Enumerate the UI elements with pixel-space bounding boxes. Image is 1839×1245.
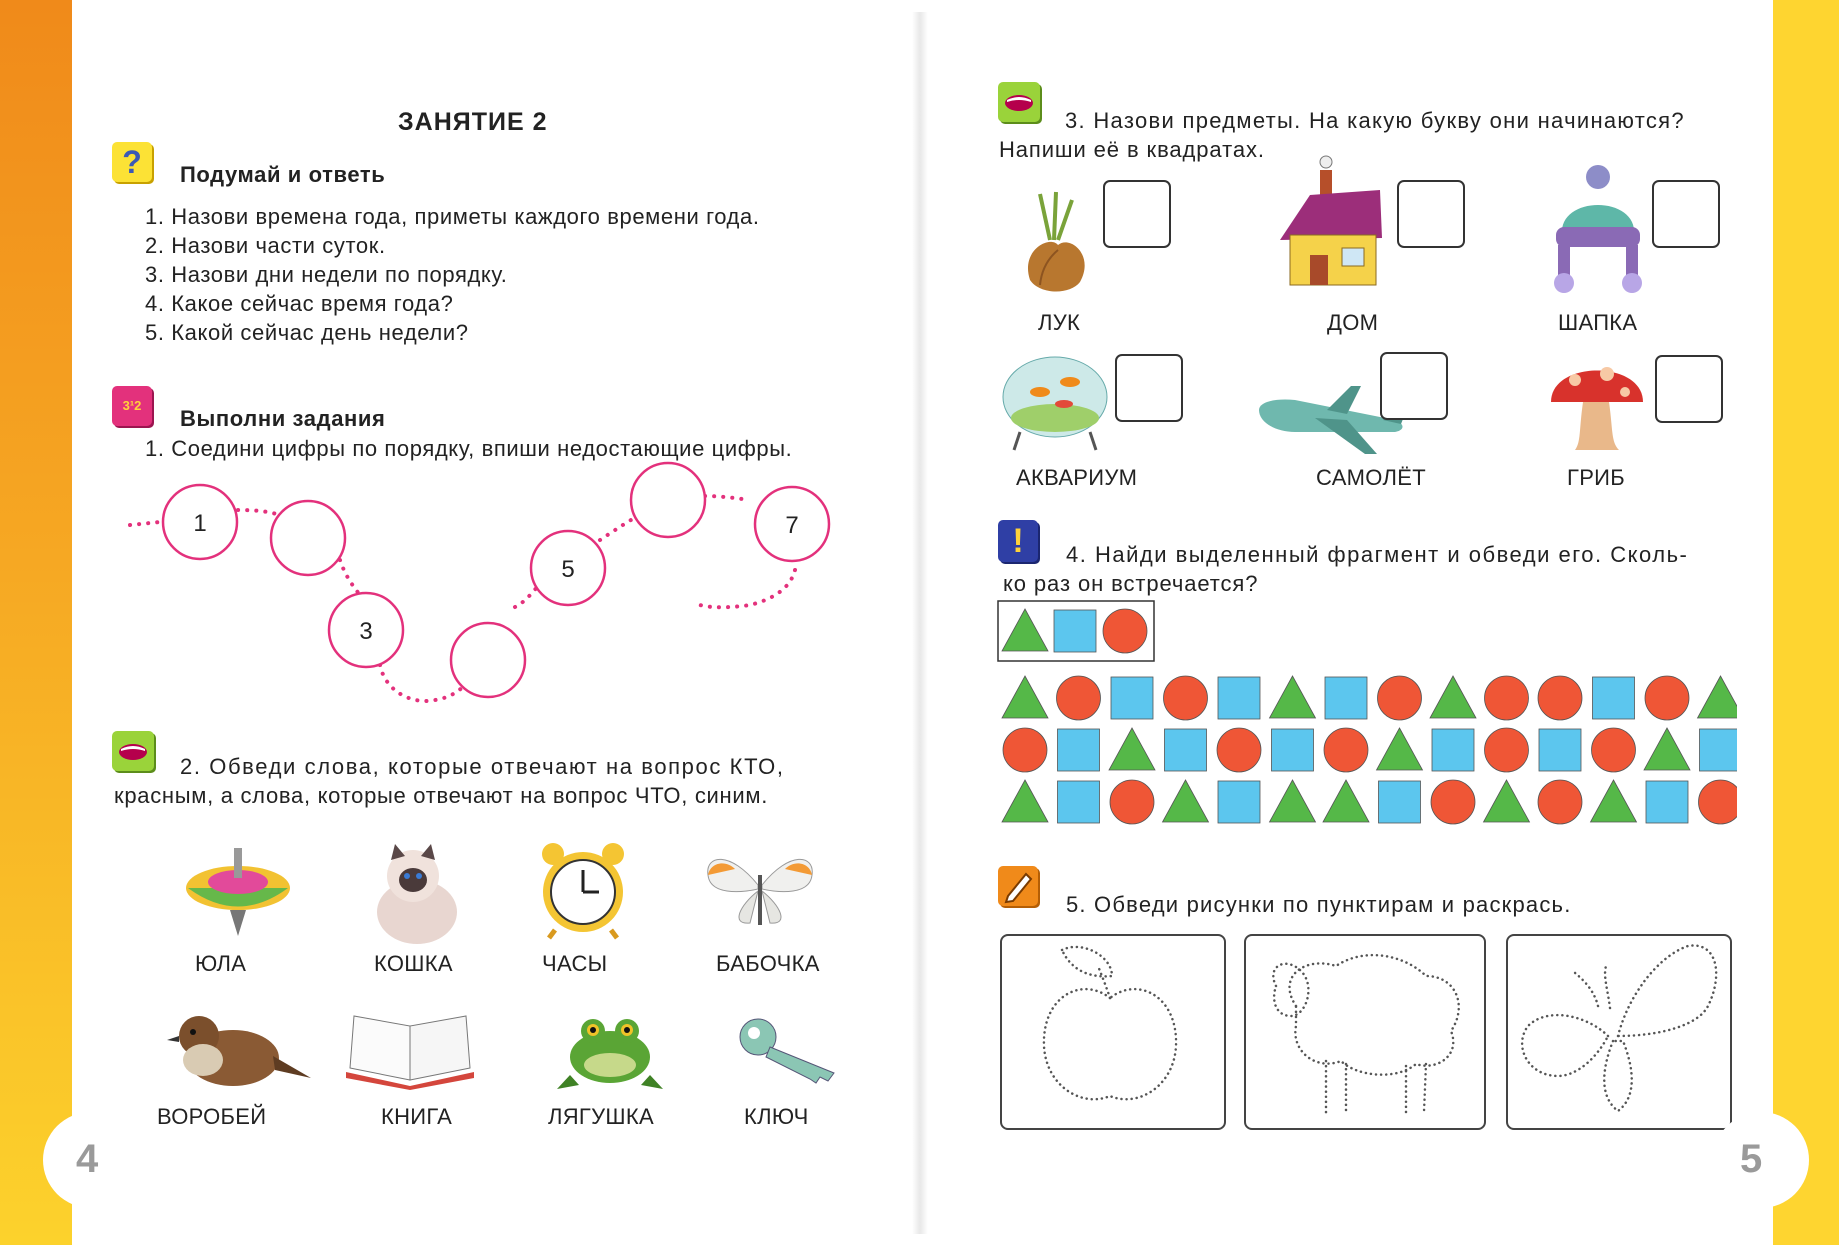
circle-shape[interactable] xyxy=(1485,728,1529,772)
circle-shape[interactable] xyxy=(1057,676,1101,720)
square-shape[interactable] xyxy=(1593,677,1635,719)
section1-item: 3. Назови дни недели по порядку. xyxy=(145,262,508,287)
number-circle[interactable] xyxy=(631,463,705,537)
item-label: САМОЛЁТ xyxy=(1316,465,1426,490)
square-shape[interactable] xyxy=(1054,610,1096,652)
circle-number: 5 xyxy=(561,556,575,583)
triangle-shape[interactable] xyxy=(1698,676,1738,718)
item-label: ДОМ xyxy=(1327,310,1379,335)
word-label: ВОРОБЕЙ xyxy=(157,1104,267,1129)
circle-shape[interactable] xyxy=(1217,728,1261,772)
square-shape[interactable] xyxy=(1539,729,1581,771)
connect-task-text: 1. Соедини цифры по порядку, впиши недостающие цифры. xyxy=(145,436,793,461)
letter-answer-box[interactable] xyxy=(1115,354,1183,422)
square-shape[interactable] xyxy=(1058,729,1100,771)
word-label: ЮЛА xyxy=(195,951,247,976)
item-label: ШАПКА xyxy=(1558,310,1638,335)
book-spine xyxy=(912,12,928,1234)
section1-item: 5. Какой сейчас день недели? xyxy=(145,320,469,345)
circle-shape[interactable] xyxy=(1103,609,1147,653)
apple-tracing-box[interactable] xyxy=(1000,934,1226,1130)
section2-heading: Выполни задания xyxy=(180,406,386,431)
square-shape[interactable] xyxy=(1379,781,1421,823)
page-number-right: 5 xyxy=(1740,1137,1763,1181)
triangle-shape[interactable] xyxy=(1109,728,1155,770)
page-number-left: 4 xyxy=(76,1137,99,1181)
letter-answer-box[interactable] xyxy=(1652,180,1720,248)
triangle-shape[interactable] xyxy=(1323,780,1369,822)
circle-shape[interactable] xyxy=(1110,780,1154,824)
word-label: ЧАСЫ xyxy=(542,951,608,976)
square-shape[interactable] xyxy=(1272,729,1314,771)
sparrow-picture xyxy=(163,1000,313,1100)
number-circle[interactable] xyxy=(271,501,345,575)
circle-shape[interactable] xyxy=(1324,728,1368,772)
section1-heading: Подумай и ответь xyxy=(180,162,386,187)
house-picture xyxy=(1270,150,1390,295)
triangle-shape[interactable] xyxy=(1002,676,1048,718)
square-shape[interactable] xyxy=(1218,677,1260,719)
circle-number: 3 xyxy=(359,618,373,645)
square-shape[interactable] xyxy=(1432,729,1474,771)
butterfly-outline xyxy=(1508,936,1730,1128)
cat-picture xyxy=(355,840,475,950)
item-label: ЛУК xyxy=(1038,310,1081,335)
onion-picture xyxy=(1010,190,1100,300)
triangle-shape[interactable] xyxy=(1377,728,1423,770)
task2-text-line2: красным, а слова, которые отвечают на вопрос ЧТО, синим. xyxy=(114,783,769,808)
circle-shape[interactable] xyxy=(1645,676,1689,720)
task3-text-line1: 3. Назови предметы. На какую букву они начинаются? xyxy=(1065,108,1685,133)
circle-shape[interactable] xyxy=(1592,728,1636,772)
task5-text: 5. Обведи рисунки по пунктирам и раскрась. xyxy=(1066,892,1572,917)
exclamation-icon: ! xyxy=(998,520,1038,562)
square-shape[interactable] xyxy=(1218,781,1260,823)
sheep-outline xyxy=(1246,936,1484,1128)
section1-item: 1. Назови времена года, приметы каждого времени года. xyxy=(145,204,760,229)
butterfly-tracing-box[interactable] xyxy=(1506,934,1732,1130)
item-label: ГРИБ xyxy=(1567,465,1626,490)
word-label: ЛЯГУШКА xyxy=(548,1104,654,1129)
square-shape[interactable] xyxy=(1700,729,1738,771)
task4-text-line2: ко раз он встречается? xyxy=(1003,571,1259,596)
alarm-clock-picture xyxy=(533,840,633,940)
triangle-shape[interactable] xyxy=(1002,780,1048,822)
square-shape[interactable] xyxy=(1111,677,1153,719)
circle-shape[interactable] xyxy=(1003,728,1047,772)
letter-answer-box[interactable] xyxy=(1397,180,1465,248)
circle-number: 7 xyxy=(785,512,799,539)
number-circles xyxy=(163,463,829,697)
square-shape[interactable] xyxy=(1165,729,1207,771)
section1-item: 4. Какое сейчас время года? xyxy=(145,291,454,316)
mushroom-picture xyxy=(1545,350,1650,455)
pencil-icon xyxy=(998,866,1038,906)
letter-answer-box[interactable] xyxy=(1103,180,1171,248)
square-shape[interactable] xyxy=(1646,781,1688,823)
circle-shape[interactable] xyxy=(1538,780,1582,824)
hat-picture xyxy=(1548,165,1648,300)
triangle-shape[interactable] xyxy=(1484,780,1530,822)
circle-shape[interactable] xyxy=(1164,676,1208,720)
spinning-top-picture xyxy=(168,840,308,940)
item-label: АКВАРИУМ xyxy=(1016,465,1138,490)
task4-text-line1: 4. Найди выделенный фрагмент и обведи его. Сколь- xyxy=(1066,542,1689,567)
frog-picture xyxy=(555,1005,665,1095)
triangle-shape[interactable] xyxy=(1163,780,1209,822)
lesson-title: ЗАНЯТИЕ 2 xyxy=(398,108,548,136)
butterfly-picture xyxy=(700,845,820,935)
circle-shape[interactable] xyxy=(1699,780,1738,824)
word-label: КОШКА xyxy=(374,951,453,976)
circle-shape[interactable] xyxy=(1485,676,1529,720)
sheep-tracing-box[interactable] xyxy=(1244,934,1486,1130)
triangle-shape[interactable] xyxy=(1591,780,1637,822)
triangle-shape[interactable] xyxy=(1430,676,1476,718)
number-circle[interactable] xyxy=(451,623,525,697)
section1-item: 2. Назови части суток. xyxy=(145,233,386,258)
aquarium-picture xyxy=(1000,352,1110,452)
circle-shape[interactable] xyxy=(1538,676,1582,720)
highlighted-fragment xyxy=(997,600,1157,664)
square-shape[interactable] xyxy=(1325,677,1367,719)
task3-text-line2: Напиши её в квадратах. xyxy=(999,137,1265,162)
triangle-shape[interactable] xyxy=(1270,780,1316,822)
square-shape[interactable] xyxy=(1058,781,1100,823)
letter-answer-box[interactable] xyxy=(1380,352,1448,420)
connect-dots-figure xyxy=(120,460,840,720)
mouth-icon xyxy=(112,731,154,771)
book-picture xyxy=(340,1010,480,1090)
apple-outline xyxy=(1002,936,1224,1128)
left-color-strip xyxy=(0,0,72,1245)
key-picture xyxy=(730,1015,850,1085)
triangle-shape[interactable] xyxy=(1270,676,1316,718)
circle-number: 1 xyxy=(193,510,207,537)
triangle-shape[interactable] xyxy=(1644,728,1690,770)
mouth-icon xyxy=(998,82,1040,122)
numbers-icon: 3¹2 xyxy=(112,386,152,426)
question-icon: ? xyxy=(112,142,152,182)
word-label: КЛЮЧ xyxy=(744,1104,809,1129)
task2-text-line1: 2. Обведи слова, которые отвечают на вопрос КТО, xyxy=(180,754,785,779)
letter-answer-box[interactable] xyxy=(1655,355,1723,423)
shape-rows xyxy=(997,670,1737,830)
circle-shape[interactable] xyxy=(1378,676,1422,720)
word-label: КНИГА xyxy=(381,1104,453,1129)
circle-shape[interactable] xyxy=(1431,780,1475,824)
right-color-strip xyxy=(1773,0,1839,1245)
word-label: БАБОЧКА xyxy=(716,951,820,976)
